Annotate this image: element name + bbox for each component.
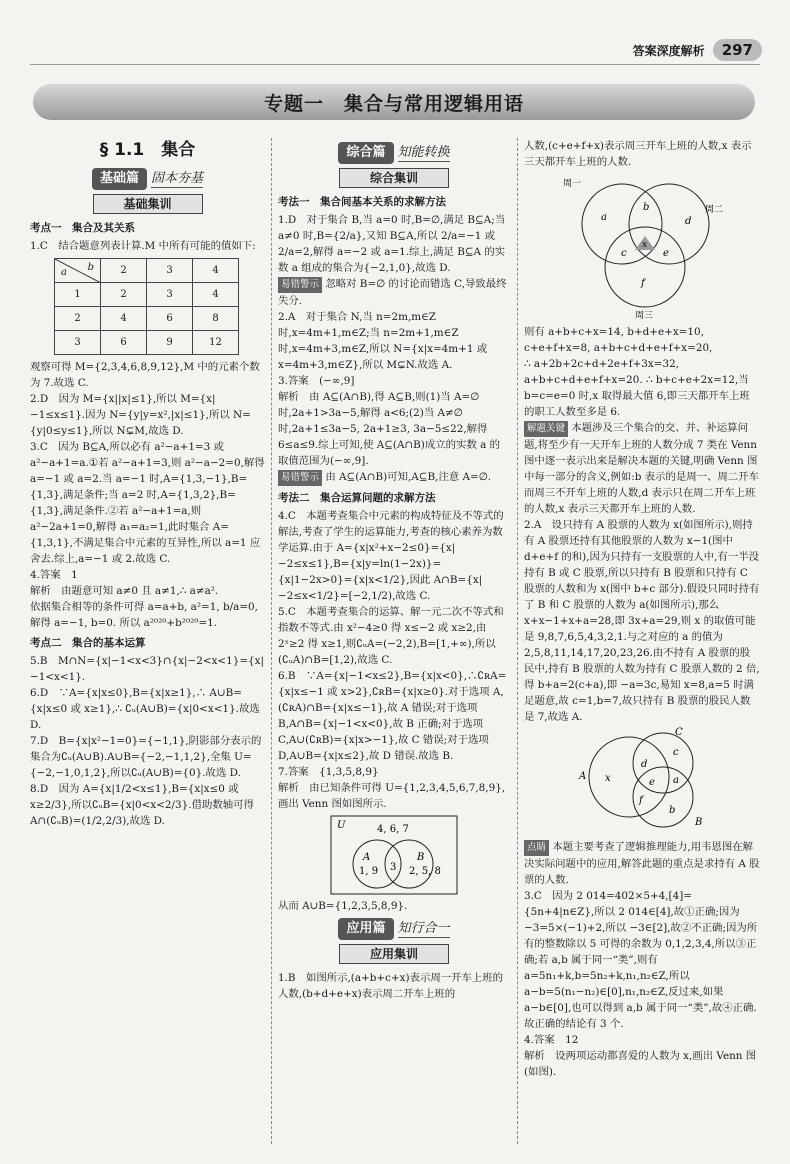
topic-heading: 考点二 集合的基本运算: [30, 637, 146, 649]
answer-4: [30, 567, 265, 583]
column-divider: [271, 138, 272, 1144]
insight-tag: 点睛: [524, 840, 549, 856]
solution-1: 1.D 对于集合 B,当 a=0 时,B=∅,满足 B⊆A;当 a≠0 时,B={2/a},又知 B⊆A,所以 2/a=−1 或 2/a=2,解得 a=−2 或 a=1.综上,满足 B⊆A 的实数 a 组成的集合为{−2,1,0},故选 D.: [278, 214, 506, 274]
solution-7: 解析 由已知条件可得 U={1,2,3,4,5,6,7,8,9},画出 Venn 图如图所示.: [278, 782, 506, 810]
venn-label-u: U: [337, 820, 346, 831]
equation-system-1: 则有 a+b+c+x=14, b+d+e+x=10, c+e+f+x=8, a+b+c+d+e+f+x=20,: [524, 326, 713, 354]
label-monday: 周一: [563, 179, 582, 189]
key-text: 本题涉及三个集合的交、并、补运算问题,将至少有一天开车上班的人数分成 7 类在 Venn 图中逐一表示出来是解决本题的关键,明确 Venn 图中每一部分的含义,例如:b 表示的是周一、周二开车而周三不开车上班的人数,d 表示只在周二开车上班的人数,x 表示三天都开车上班的人数.: [524, 422, 759, 515]
region-b: b: [643, 202, 650, 213]
venn-label-b: B: [417, 852, 425, 863]
solution-7-answer: 7.答案 {1,3,5,8,9}: [278, 766, 379, 778]
region-x: x: [642, 240, 648, 250]
key-tag: 解题关键: [524, 421, 568, 437]
part-slogan: 知行合一: [397, 920, 450, 936]
column-middle: [278, 138, 510, 1002]
solution-5: 5.C 本题考查集合的运算、解一元二次不等式和指数不等式.由 x²−4≥0 得 x≤−2 或 x≥2,由 2ˣ≥2 得 x≥1,则∁ᵤA=(−2,2),B=[1,+∞),所以(∁ᵤA)∩B=[1,2),故选 C.: [278, 606, 504, 666]
label-tuesday: 周二: [705, 205, 724, 215]
part-slogan: 知能转换: [397, 144, 450, 160]
warning-text: 由 A⊆(A∩B)可知,A⊆B,注意 A=∅.: [325, 471, 492, 483]
answer-4-system: 依据集合相等的条件可得 a=a+b, a²=1, b/a=0,: [30, 601, 258, 613]
venn-intersection: 3: [390, 862, 397, 873]
table-cell: 1: [55, 283, 101, 307]
chapter-title: 专题一 集合与常用逻辑用语: [263, 92, 524, 115]
application-1-cont: 人数,(c+e+f+x)表示周三开车上班的人数,x 表示三天都开车上班的人数.: [524, 140, 752, 168]
answer-6: 6.D ∵A={x|x≤0},B={x|x≥1},∴ A∪B={x|x≤0 或 x≥1},∴ ∁ᵤ(A∪B)={x|0<x<1}.故选 D.: [30, 687, 260, 731]
column-left: [30, 138, 265, 829]
answer-8: 8.D 因为 A={x|1/2<x≤1},B={x|x≤0 或 x≥2/3},所以∁ᵤB={x|0<x<2/3}.借助数轴可得 A∩(∁ᵤB)=(1/2,2/3),故选 D.: [30, 783, 254, 827]
part-label: 应用篇: [338, 918, 393, 940]
table-corner: [55, 259, 101, 283]
column-right: [524, 138, 760, 1080]
page-header: [633, 36, 762, 64]
venn-a-only: 1, 9: [359, 866, 379, 877]
application-4-answer: 4.答案 12: [524, 1034, 579, 1046]
region-d: d: [685, 216, 692, 227]
corner-a: a: [61, 267, 67, 278]
venn-circle-tuesday: [629, 184, 709, 264]
venn-b-only: 2, 5, 8: [409, 866, 441, 877]
label-a: A: [579, 771, 587, 782]
part-heading: [278, 918, 510, 940]
solution-3: 解析 由 A⊆(A∩B),得 A⊆B,则(1)当 A=∅ 时,2a+1>3a−5,解得 a<6;(2)当 A≠∅ 时,2a+1≤3a−5, 2a+1≥3, 3a−5≤22,解得 6≤a≤9.综上可知,使 A⊆(A∩B)成立的实数 a 的取值范围为(−∞,9].: [278, 391, 500, 467]
application-2: 2.A 设只持有 A 股票的人数为 x(如图所示),则持有 A 股票还持有其他股票的人数为 x−1(图中 d+e+f 的和),因为只持有一支股票的人中,有一半没持有 B 或 C 股票,所以只持有 B 股票和只持有 C 股票的人数和为 x(图中 b+c 部分).假设只同时持有了 B 和 C 股票的人数为 a(如图所示),那么 x+x−1+x+a=28,即 3x+a=29,则 x 的取值可能是 9,8,7,6,5,4,3,2,1.与之对应的 a 的值为 2,5,8,11,14,17,20,23,26.由不持有 A 股票的股民中,持有 B 股票的人数为持有 C 股票人数的 2 倍,得 b+a=2(c+a),即 −a=3c,易知 x=8,a=5 时满足题意,故 c=1,b=7,故只持有 B 股票的股民人数是 7,故选 A.: [524, 519, 760, 723]
region-a: a: [673, 775, 679, 786]
warning-text: 忽略对 B=∅ 的讨论而错选 C,导致最终失分.: [278, 278, 507, 307]
part-label: 综合篇: [338, 142, 393, 164]
answer-4-result: 解得 a=−1, b=0. 所以 a²⁰²⁰+b²⁰²⁰=1.: [30, 617, 218, 629]
solution-6: 6.B ∵A={x|−1<x≤2},B={x|x<0},∴∁ʀA={x|x≤−1 或 x>2},∁ʀB={x|x≥0}.对于选项 A,(∁ʀA)∩B={x|x≤−1},故 A 错误;对于选项 B,A∩B={x|−1<x<0},故 B 正确;对于选项 C,A∪(∁ʀB)={x|x>−1},故 C 错误;对于选项 D,A∪B={x|x≤2},故 D 错误.故选 B.: [278, 670, 507, 762]
training-box: 基础集训: [93, 194, 203, 214]
answer-1-conclusion: 观察可得 M={2,3,4,6,8,9,12},M 中的元素个数为 7.故选 C.: [30, 361, 260, 389]
warning-note: [278, 276, 510, 309]
region-c: c: [673, 747, 679, 758]
region-a: a: [601, 212, 607, 223]
region-x: x: [605, 773, 611, 784]
part-heading: [278, 142, 510, 164]
application-1: 1.B 如图所示,(a+b+c+x)表示周一开车上班的人数,(b+d+e+x)表示周二开车上班的: [278, 972, 504, 1000]
topic-heading: 考点一 集合及其关系: [30, 222, 135, 234]
corner-b: b: [87, 262, 94, 273]
table-cell: 4: [101, 307, 147, 331]
table-cell: 12: [193, 331, 239, 355]
venn-label-a: A: [363, 852, 371, 863]
application-3: 3.C 因为 2 014=402×5+4,[4]={5n+4|n∈Z},所以 2 014∈[4],故①正确;因为 −3=5×(−1)+2,所以 −3∈[2],故②不正确;因为所有的整数除以 5 可得的余数为 0,1,2,3,4,所以③正确;若 a,b 属于同一“类”,则有 a=5n₁+k,b=5n₂+k,n₁,n₂∈Z,所以 a−b=5(n₁−n₂)∈[0],n₁,n₂∈Z,反过来,如果 a−b∈[0],也可以得到 a,b 属于同一“类”,故④正确.故正确的结论有 3 个.: [524, 890, 758, 1030]
solution-7-result: 从而 A∪B={1,2,3,5,8,9}.: [278, 900, 408, 912]
product-table: [54, 258, 239, 355]
answer-7: 7.D B={x|x²−1=0}={−1,1},阴影部分表示的集合为∁ᵤ(A∪B).A∪B={−2,−1,1,2},全集 U={−2,−1,0,1,2},所以∁ᵤ(A∪B)={0}.故选 D.: [30, 735, 262, 779]
method-heading: 考法一 集合间基本关系的求解方法: [278, 196, 446, 208]
method-heading: 考法二 集合运算问题的求解方法: [278, 492, 436, 504]
region-b: b: [669, 805, 676, 816]
table-cell: 6: [101, 331, 147, 355]
equation-system-2: ∴ a+2b+2c+d+2e+f+3x=32, a+b+c+d+e+f+x=20. ∴ b+c+e+2x=12,当 b=c=e=0 时,x 取得最大值 6,即三天都开车上班的职工人数至多是 6.: [524, 358, 750, 418]
table-cell: 3: [55, 331, 101, 355]
venn-outside: 4, 6, 7: [377, 824, 409, 835]
venn-diagram-weekdays: [557, 172, 727, 322]
page-number: 297: [713, 39, 762, 61]
training-box: 综合集训: [339, 168, 449, 188]
region-f: f: [639, 795, 643, 806]
insight-note: [524, 839, 760, 888]
header-label: 答案深度解析: [632, 43, 705, 58]
table-cell: 3: [147, 283, 193, 307]
answer-4-analysis: 解析 由题意可知 a≠0 且 a≠1,∴ a≠a².: [30, 585, 219, 597]
table-header-cell: 2: [101, 259, 147, 283]
table-cell: 2: [101, 283, 147, 307]
part-heading: [30, 168, 265, 190]
part-slogan: 固本夯基: [151, 170, 204, 186]
warning-tag: 易错警示: [278, 277, 322, 293]
answer-1: 1.C 结合题意列表计算.M 中所有可能的值如下:: [30, 240, 256, 252]
answer-3: 3.C 因为 B⊆A,所以必有 a²−a+1=3 或 a²−a+1=a.①若 a²−a+1=3,则 a²−a−2=0,解得 a=−1 或 a=2.当 a=−1 时,A={1,3,−1},B={1,3},满足条件;当 a=2 时,A={1,3,2},B={1,3},满足条件.②若 a²−a+1=a,则 a²−2a+1=0,解得 a₁=a₂=1,此时集合 A={1,3,1},不满足集合中元素的互异性,所以 a=1 应舍去.综上,a=−1 或 2.故选 C.: [30, 441, 265, 565]
venn-diagram-stocks: [577, 727, 707, 837]
answer-5: 5.B M∩N={x|−1<x<3}∩{x|−2<x<1}={x|−1<x<1}.: [30, 655, 265, 683]
region-e: e: [663, 248, 669, 259]
label-b: B: [695, 817, 703, 828]
answer-4-number: 4.: [30, 569, 40, 581]
answer-2: 2.D 因为 M={x||x|≤1},所以 M={x|−1≤x≤1}.因为 N={y|y=x²,|x|≤1},所以 N={y|0≤y≤1},所以 N⊊M,故选 D.: [30, 393, 251, 437]
table-cell: 2: [55, 307, 101, 331]
training-box: 应用集训: [339, 944, 449, 964]
venn-circle-a: [589, 737, 669, 817]
region-c: c: [621, 248, 627, 259]
header-divider: [30, 64, 760, 65]
insight-text: 本题主要考查了逻辑推理能力,用韦恩图在解决实际问题中的应用,解答此题的重点是求持有 A 股票的人数.: [524, 841, 760, 886]
warning-tag: 易错警示: [278, 470, 322, 486]
label-c: C: [675, 727, 683, 738]
table-header-cell: 4: [193, 259, 239, 283]
column-divider: [517, 138, 518, 1144]
answer-4-value: 答案 1: [39, 569, 78, 581]
region-d: d: [641, 759, 648, 770]
venn-diagram-ab: [329, 814, 459, 896]
table-cell: 4: [193, 283, 239, 307]
part-label: 基础篇: [92, 168, 147, 190]
table-cell: 9: [147, 331, 193, 355]
table-cell: 6: [147, 307, 193, 331]
solution-3-answer: 3.答案 (−∞,9]: [278, 375, 355, 387]
application-4: 解析 设两项运动都喜爱的人数为 x,画出 Venn 图(如图).: [524, 1050, 757, 1078]
label-wednesday: 周三: [635, 311, 654, 321]
solution-4: 4.C 本题考查集合中元素的构成特征及不等式的解法,考查了学生的运算能力,考查的核心素养为数学运算.由于 A={x|x²+x−2≤0}={x|−2≤x≤1},B={x|y=ln(1−2x)}={x|1−2x>0}={x|x<1/2},因此 A∩B={x|−2≤x<1/2}=[−2,1/2),故选 C.: [278, 510, 504, 602]
section-title: § 1.1 集合: [99, 140, 196, 160]
region-e: e: [649, 777, 655, 788]
region-f: f: [641, 278, 645, 289]
key-note: [524, 420, 760, 517]
warning-note: [278, 469, 510, 486]
chapter-banner: [33, 84, 755, 120]
solution-2: 2.A 对于集合 N,当 n=2m,m∈Z 时,x=4m+1,m∈Z;当 n=2m+1,m∈Z 时,x=4m+3,m∈Z,所以 N={x|x=4m+1 或 x=4m+3,m∈Z},所以 M⊊N.故选 A.: [278, 311, 488, 371]
table-header-cell: 3: [147, 259, 193, 283]
table-cell: 8: [193, 307, 239, 331]
